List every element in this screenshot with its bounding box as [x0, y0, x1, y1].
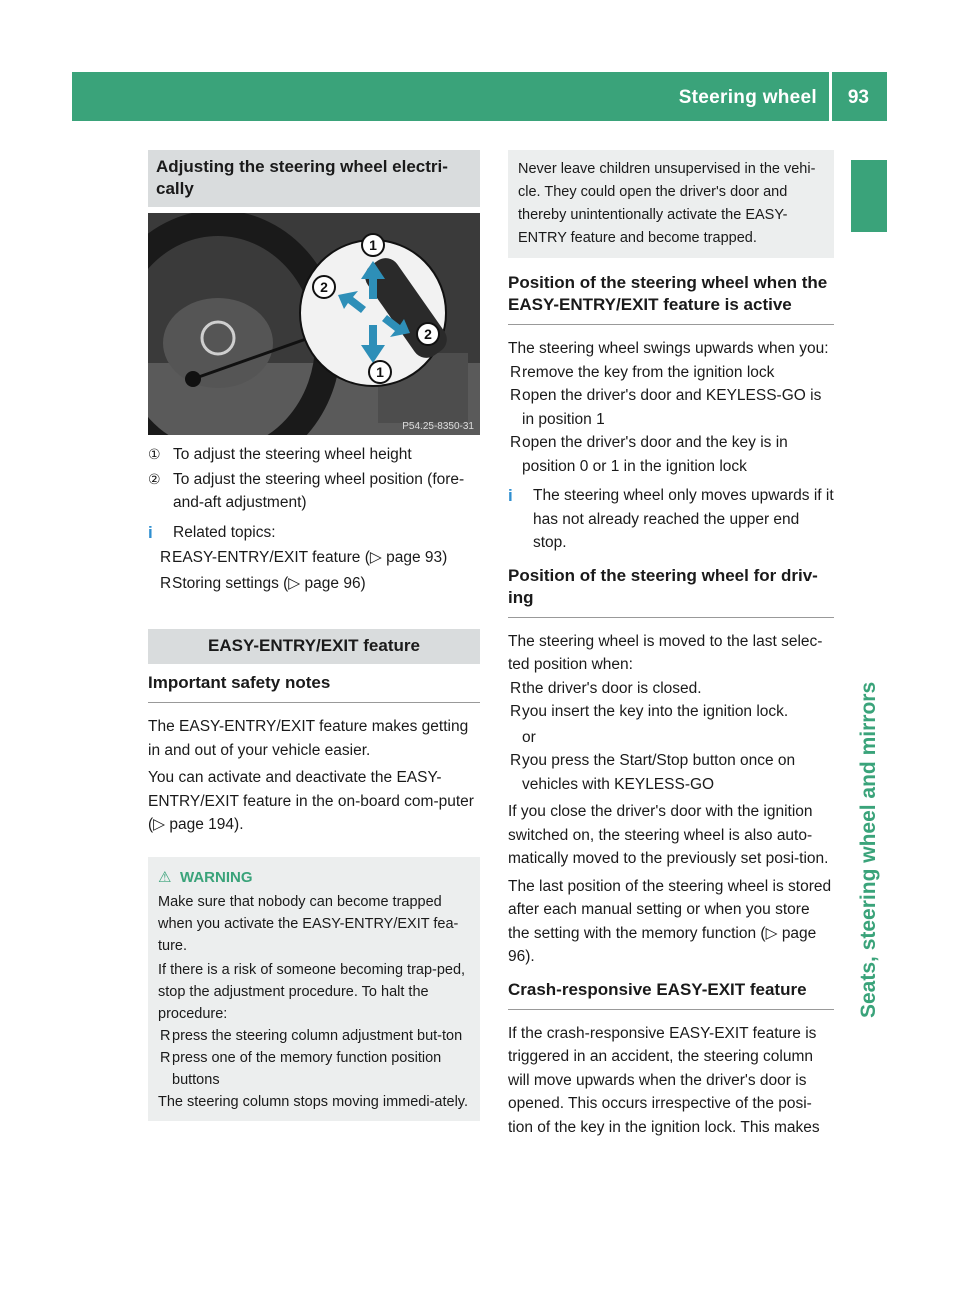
right-column: [508, 150, 834, 1139]
warning-box: [148, 857, 480, 1121]
warning-title: ⚠ WARNING: [158, 867, 472, 889]
list-item: R press the steering column adjustment but-ton: [160, 1027, 463, 1044]
paragraph: If you close the driver's door with the ignition switched on, the steering wheel is also auto-matically moved to the previously set posi-tion.: [508, 803, 829, 867]
sub-heading-easy-entry-active: Position of the steering wheel when the EASY-ENTRY/EXIT feature is active: [508, 272, 834, 325]
legend-number: ②: [148, 470, 161, 487]
page-number: 93: [847, 87, 869, 108]
sub-heading-crash-responsive: Crash-responsive EASY-EXIT feature: [508, 979, 834, 1010]
related-link-storing-settings[interactable]: Storing settings (▷ page 96): [172, 574, 366, 592]
warning-triangle-icon: ⚠: [158, 868, 172, 886]
page-header: [72, 72, 887, 121]
section-heading-easy-entry: EASY-ENTRY/EXIT feature: [148, 629, 480, 664]
left-column: [148, 150, 480, 1121]
warning-paragraph: Make sure that nobody can become trapped when you activate the EASY-ENTRY/EXIT fea-ture.: [158, 893, 459, 954]
info-icon: i: [508, 486, 513, 505]
header-title: Steering wheel: [678, 87, 817, 108]
paragraph: The steering wheel swings upwards when you:: [508, 340, 829, 357]
side-tab-marker: [851, 160, 887, 232]
section-heading-adjusting: Adjusting the steering wheel electri- cally: [148, 150, 480, 207]
list-item: R the driver's door is closed.: [510, 679, 702, 697]
figure-code: P54.25-8350-31: [402, 421, 474, 432]
legend-number: ①: [148, 446, 161, 462]
list-item[interactable]: R EASY-ENTRY/EXIT feature (▷ page 93): [148, 546, 480, 570]
header-separator: [829, 72, 832, 121]
info-icon: i: [148, 522, 153, 542]
steering-wheel-illustration: [148, 213, 480, 435]
list-item: R you press the Start/Stop button once on vehicles with KEYLESS-GO: [510, 752, 796, 793]
paragraph: The EASY-ENTRY/EXIT feature makes getting in and out of your vehicle easier.: [148, 718, 469, 759]
side-tab-label: Seats, steering wheel and mirrors: [857, 681, 880, 1018]
figure-label-1-bottom: 1: [376, 364, 384, 380]
paragraph: The steering wheel is moved to the last selec-ted position when:: [508, 632, 823, 673]
paragraph: You can activate and deactivate the EASY-ENTRY/EXIT feature in the on-board com-puter (▷ page 194).: [148, 769, 474, 833]
legend-item: [148, 443, 480, 467]
side-tab-label-wrap: [853, 681, 885, 1018]
sub-heading-safety: Important safety notes: [148, 672, 480, 703]
figure-label-2-left: 2: [320, 279, 328, 295]
list-item: R open the driver's door and KEYLESS-GO is in position 1: [510, 387, 822, 428]
legend-text: To adjust the steering wheel position (fore-and-aft adjustment): [173, 470, 465, 511]
or-text: or: [522, 728, 536, 746]
warning-box-continued: Never leave children unsupervised in the vehi-cle. They could open the driver's door and thereby unintentionally activate the EASY-ENTRY feature and become trapped.: [508, 150, 834, 258]
legend-item: [148, 468, 480, 515]
sub-heading-driving-position: Position of the steering wheel for driv-ing: [508, 565, 834, 618]
paragraph: If the crash-responsive EASY-EXIT feature is triggered in an accident, the steering column will move upwards when the driver's door is opened. This occurs irrespective of the posi-tion of the key in the ignition lock. This makes: [508, 1024, 820, 1136]
warning-paragraph: The steering column stops moving immedi-ately.: [158, 1093, 468, 1110]
related-link-easy-entry[interactable]: EASY-ENTRY/EXIT feature (▷ page 93): [172, 549, 448, 566]
list-item: R open the driver's door and the key is in position 0 or 1 in the ignition lock: [510, 434, 788, 475]
related-label: Related topics:: [173, 523, 276, 541]
related-topics: [148, 521, 480, 545]
steering-wheel-figure: [148, 213, 480, 435]
list-item: R press one of the memory function position buttons: [160, 1049, 442, 1088]
warning-paragraph: If there is a risk of someone becoming trap-ped, stop the adjustment procedure. To halt the procedure:: [158, 961, 466, 1022]
figure-label-2-right: 2: [424, 326, 432, 342]
paragraph: The last position of the steering wheel is stored after each manual setting or when you store the setting with the memory function (▷ page 96).: [508, 877, 832, 965]
list-item: R you insert the key into the ignition lock.: [510, 703, 789, 720]
list-item[interactable]: R Storing settings (▷ page 96): [148, 572, 480, 596]
info-note: i The steering wheel only moves upwards if it has not already reached the upper end stop.: [508, 484, 834, 555]
legend-text: To adjust the steering wheel height: [173, 446, 412, 463]
figure-label-1-top: 1: [369, 237, 377, 253]
list-item: R remove the key from the ignition lock: [510, 363, 775, 381]
